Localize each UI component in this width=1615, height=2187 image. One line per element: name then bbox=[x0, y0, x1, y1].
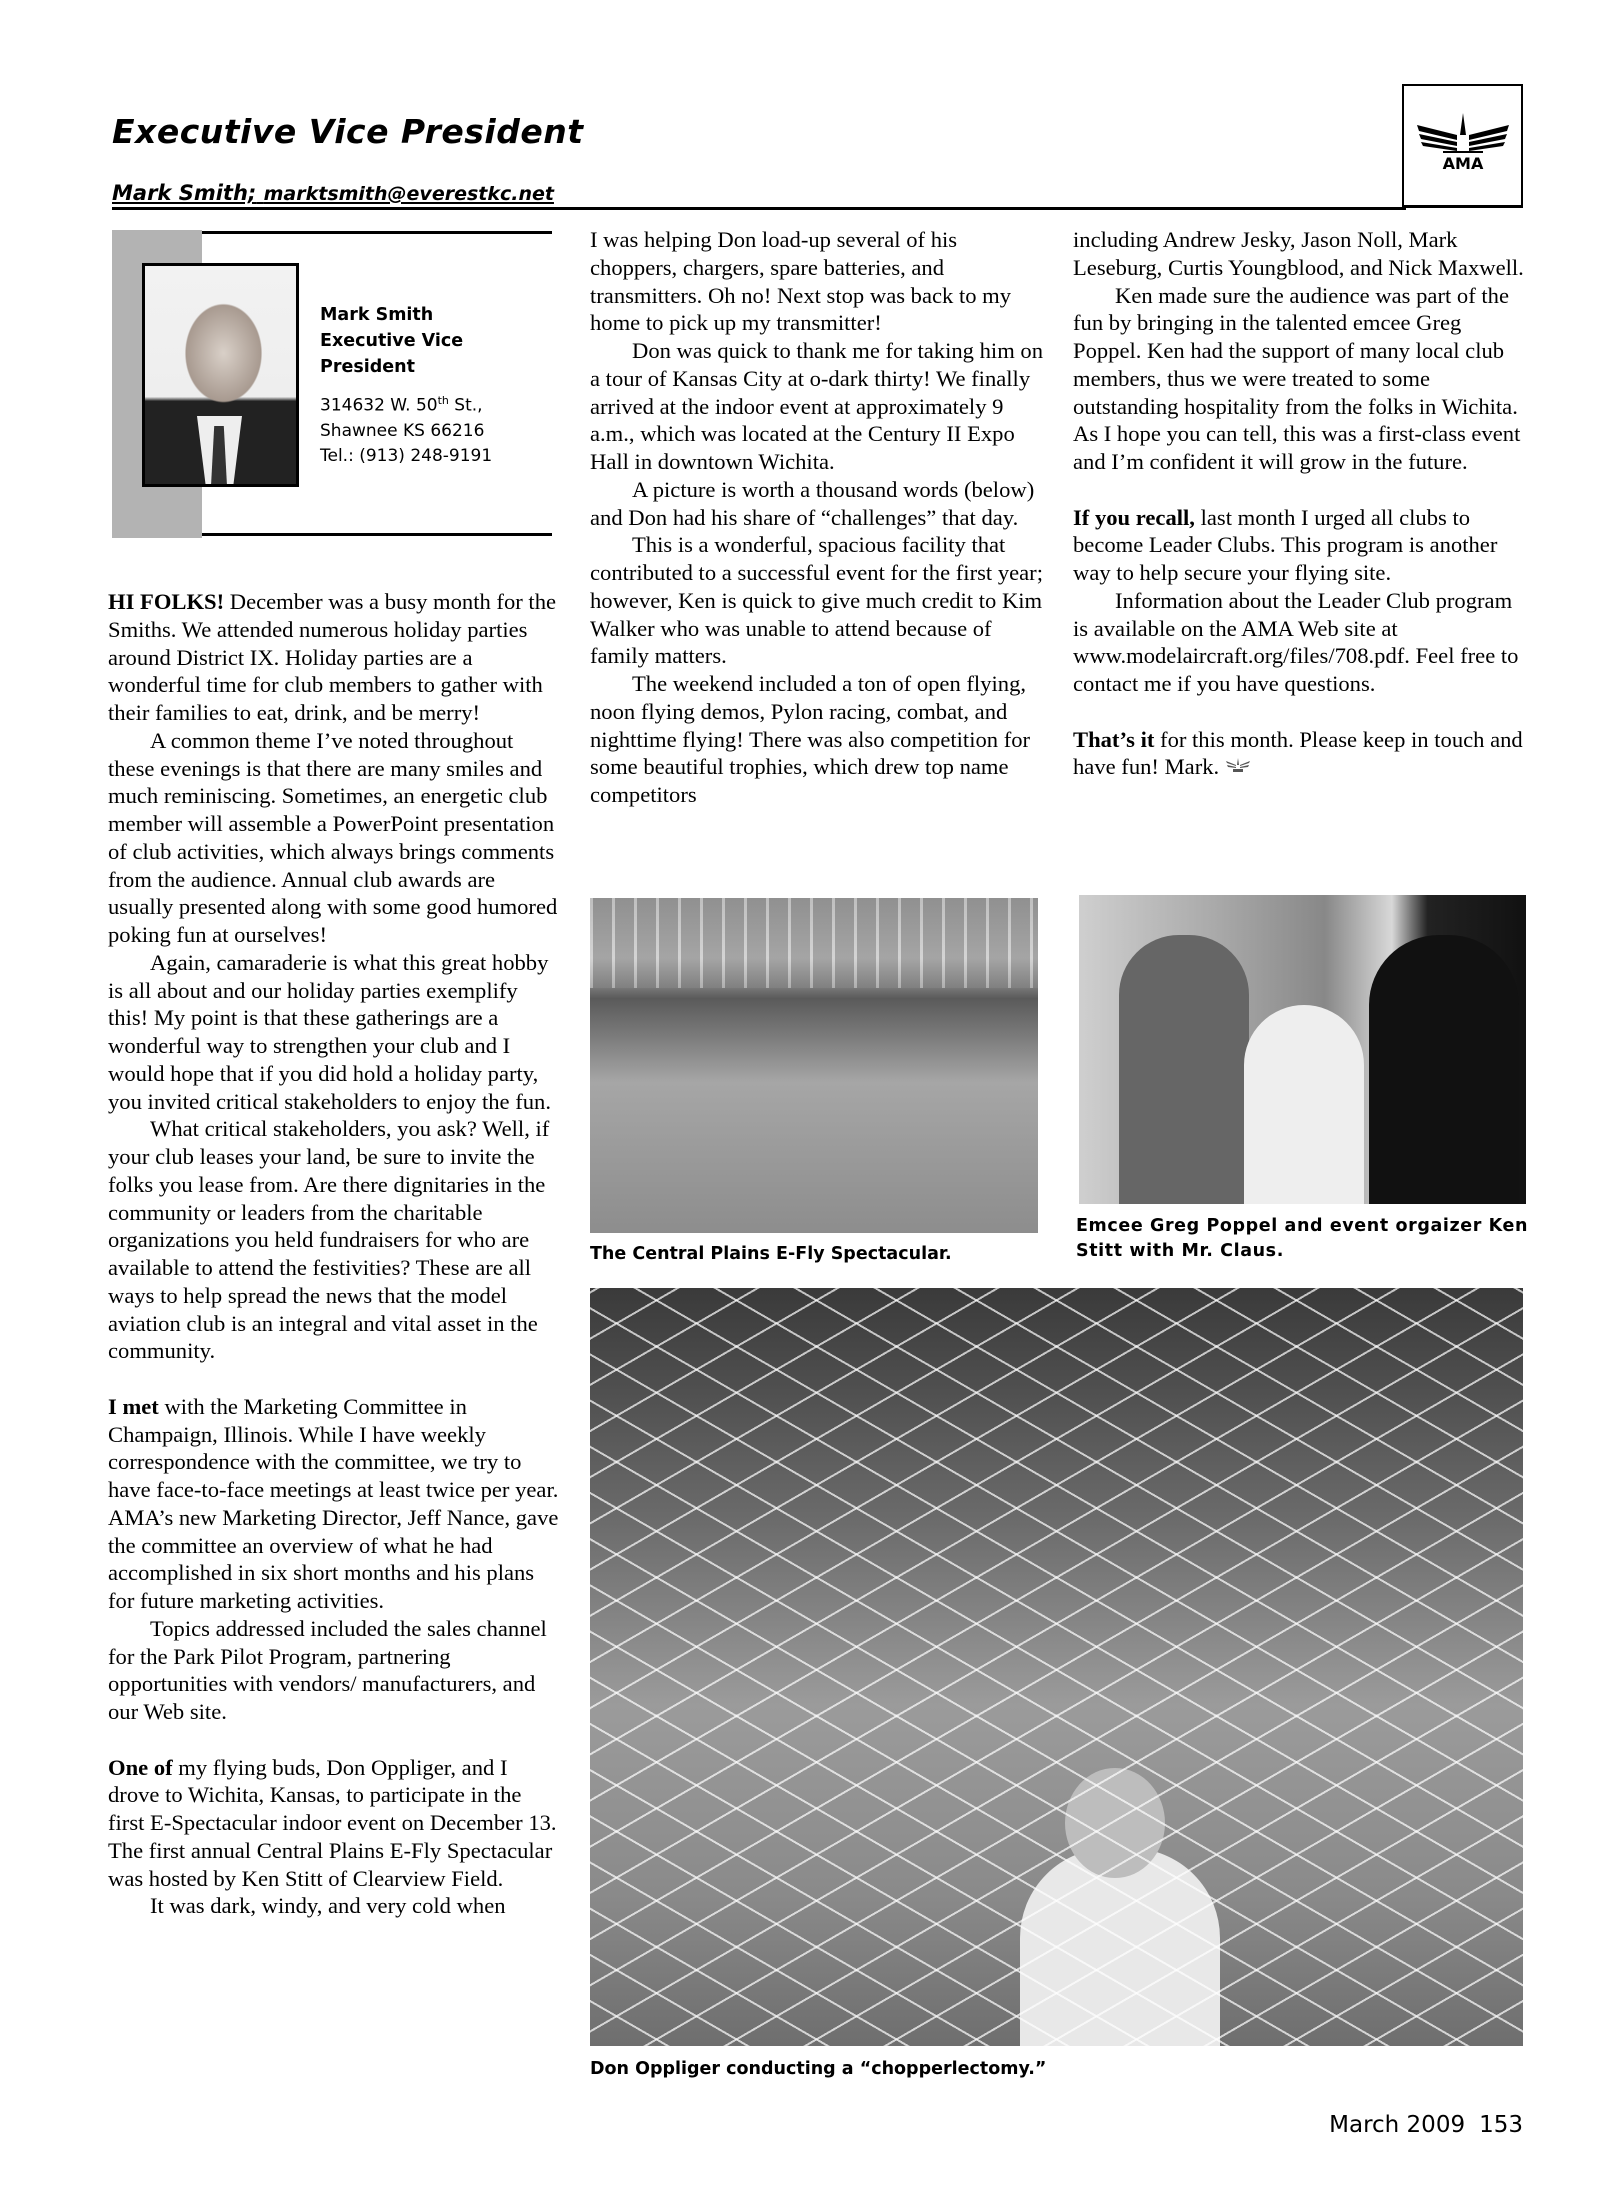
paragraph: Again, camaraderie is what this great hobby is all about and our holiday parties exemplify this! My point is that these gatherings are a wonderful way to strengthen your club and I would hope that if you did hold a holiday party, you invited critical stakeholders to enjoy the fun. bbox=[108, 949, 551, 1114]
paragraph bbox=[108, 1754, 563, 1893]
article-column-2 bbox=[590, 226, 1045, 809]
paragraph: including Andrew Jesky, Jason Noll, Mark Leseburg, Curtis Youngblood, and Nick Maxwell. bbox=[1073, 227, 1524, 280]
page-footer bbox=[1329, 2112, 1523, 2138]
address-street-end: St., bbox=[448, 395, 483, 416]
article-column-1 bbox=[108, 588, 563, 1920]
paragraph: It was dark, windy, and very cold when bbox=[150, 1893, 506, 1919]
bio-title-1: Executive Vice bbox=[320, 331, 464, 351]
lead-in: If you recall, bbox=[1073, 504, 1195, 530]
photo-emcee-santa bbox=[1079, 895, 1526, 1204]
paragraph bbox=[1073, 726, 1528, 782]
ama-wings-logo-icon bbox=[1413, 111, 1513, 181]
logo-text: AMA bbox=[1442, 153, 1483, 173]
ama-endmark-icon bbox=[1225, 758, 1251, 774]
photo-person bbox=[1244, 1005, 1364, 1204]
bio-bottom-rule bbox=[202, 533, 552, 536]
paragraph bbox=[108, 1393, 563, 1615]
author-name: Mark Smith; bbox=[112, 181, 257, 205]
paragraph-text: December was a busy month for the Smiths. We attended numerous holiday parties around District IX. Holiday parties are a wonderful time for club members to gather with their families to eat, drink, and be merry! bbox=[108, 589, 557, 725]
paragraph: Topics addressed included the sales channel for the Park Pilot Program, partnering opportunities with vendors/ manufacturers, and our Web site. bbox=[108, 1615, 547, 1724]
paragraph: What critical stakeholders, you ask? Well, if your club leases your land, be sure to invite the folks you lease from. Are there dignitaries in the community or leaders from the charitable organizations you held fundraisers for who are available to attend the festivities? These are all ways to help spread the news that the model aviation club is an integral and vital asset in the community. bbox=[108, 1116, 550, 1364]
ama-logo bbox=[1402, 84, 1523, 208]
paragraph: The weekend included a ton of open flying, noon flying demos, Pylon racing, combat, and nighttime flying! There was also competition for some beautiful trophies, which drew top name competitors bbox=[590, 671, 1031, 807]
paragraph-text: with the Marketing Committee in Champaign, Illinois. While I have weekly correspondence with the committee, we try to have face-to-face meetings at least twice per year. AMA’s new Marketing Director, Jeff Nance, gave the committee an overview of what he had accomplished in six short months and his plans for future marketing activities. bbox=[108, 1393, 559, 1613]
bio-info bbox=[320, 302, 492, 469]
lead-in: That’s it bbox=[1073, 726, 1155, 752]
paragraph bbox=[108, 588, 563, 727]
photo-caption: The Central Plains E-Fly Spectacular. bbox=[590, 1244, 952, 1264]
paragraph: Ken made sure the audience was part of the fun by bringing in the talented emcee Greg Poppel. Ken had the support of many local club members, thus we were treated to some outstanding hospitality from the folks in Wichita. As I hope you can tell, this was a first-class event and I’m confident it will grow in the future. bbox=[1073, 282, 1521, 474]
bio-address-2: Shawnee KS 66216 bbox=[320, 420, 485, 441]
bio-phone: Tel.: (913) 248-9191 bbox=[320, 445, 493, 466]
photo-person bbox=[1119, 935, 1249, 1204]
bio-title-2: President bbox=[320, 357, 415, 377]
bio-top-rule bbox=[202, 231, 552, 234]
bio-address-1 bbox=[320, 388, 492, 419]
paragraph: I was helping Don load-up several of his choppers, chargers, spare batteries, and transmitters. Oh no! Next stop was back to my home to pick up my transmitter! bbox=[590, 227, 1012, 336]
photo-caption: Don Oppliger conducting a “chopperlectomy.” bbox=[590, 2059, 1047, 2079]
article-column-3 bbox=[1073, 226, 1528, 781]
author-email-link[interactable]: marktsmith@everestkc.net bbox=[263, 183, 554, 205]
paragraph: This is a wonderful, spacious facility that contributed to a successful event for the first year; however, Ken is quick to give much credit to Kim Walker who was unable to attend because of family matters. bbox=[590, 532, 1043, 669]
paragraph: Don was quick to thank me for taking him on a tour of Kansas City at o-dark thirty! We finally arrived at the indoor event at approximately 9 a.m., which was located at the Century II Expo Hall in downtown Wichita. bbox=[590, 338, 1044, 474]
issue-date: March 2009 bbox=[1329, 2112, 1466, 2138]
author-portrait bbox=[142, 263, 299, 487]
header-rule bbox=[112, 207, 1406, 210]
byline bbox=[112, 181, 554, 205]
paragraph-text: for this month. Please keep in touch and have fun! Mark. bbox=[1073, 726, 1523, 780]
page-number: 153 bbox=[1479, 2112, 1523, 2138]
photo-person bbox=[1369, 935, 1519, 1204]
paragraph: Information about the Leader Club program is available on the AMA Web site at www.modelaircraft.org/files/708.pdf. Feel free to contact me if you have questions. bbox=[1073, 587, 1519, 696]
page-title: Executive Vice President bbox=[112, 112, 584, 151]
photo-caption: Emcee Greg Poppel and event orgaizer Ken Stitt with Mr. Claus. bbox=[1076, 1216, 1529, 1261]
paragraph: A common theme I’ve noted throughout these evenings is that there are many smiles and much reminiscing. Sometimes, an energetic club member will assemble a PowerPoint presentation of club activities, which always brings comments from the audience. Annual club awards are usually presented along with some good humored poking fun at ourselves! bbox=[108, 727, 558, 947]
photo-helicopter-net bbox=[590, 1288, 1523, 2046]
bio-name: Mark Smith bbox=[320, 305, 434, 325]
address-street: 314632 W. 50 bbox=[320, 395, 438, 416]
photo-net bbox=[590, 1288, 1523, 2046]
address-sup: th bbox=[437, 394, 449, 407]
paragraph bbox=[1073, 504, 1528, 587]
lead-in: HI FOLKS! bbox=[108, 589, 225, 614]
paragraph-text: last month I urged all clubs to become Leader Clubs. This program is another way to help secure your flying site. bbox=[1073, 504, 1498, 585]
lead-in: I met bbox=[108, 1393, 159, 1419]
bio-box bbox=[112, 230, 552, 538]
paragraph-text: my flying buds, Don Oppliger, and I drove to Wichita, Kansas, to participate in the first E-Spectacular indoor event on December 13. The first annual Central Plains E-Fly Spectacular was hosted by Ken Stitt of Clearview Field. bbox=[108, 1754, 557, 1891]
paragraph: A picture is worth a thousand words (below) and Don had his share of “challenges” that day. bbox=[590, 476, 1035, 530]
photo-expo-hall bbox=[590, 898, 1038, 1233]
lead-in: One of bbox=[108, 1754, 173, 1780]
photo-ceiling bbox=[590, 898, 1038, 988]
